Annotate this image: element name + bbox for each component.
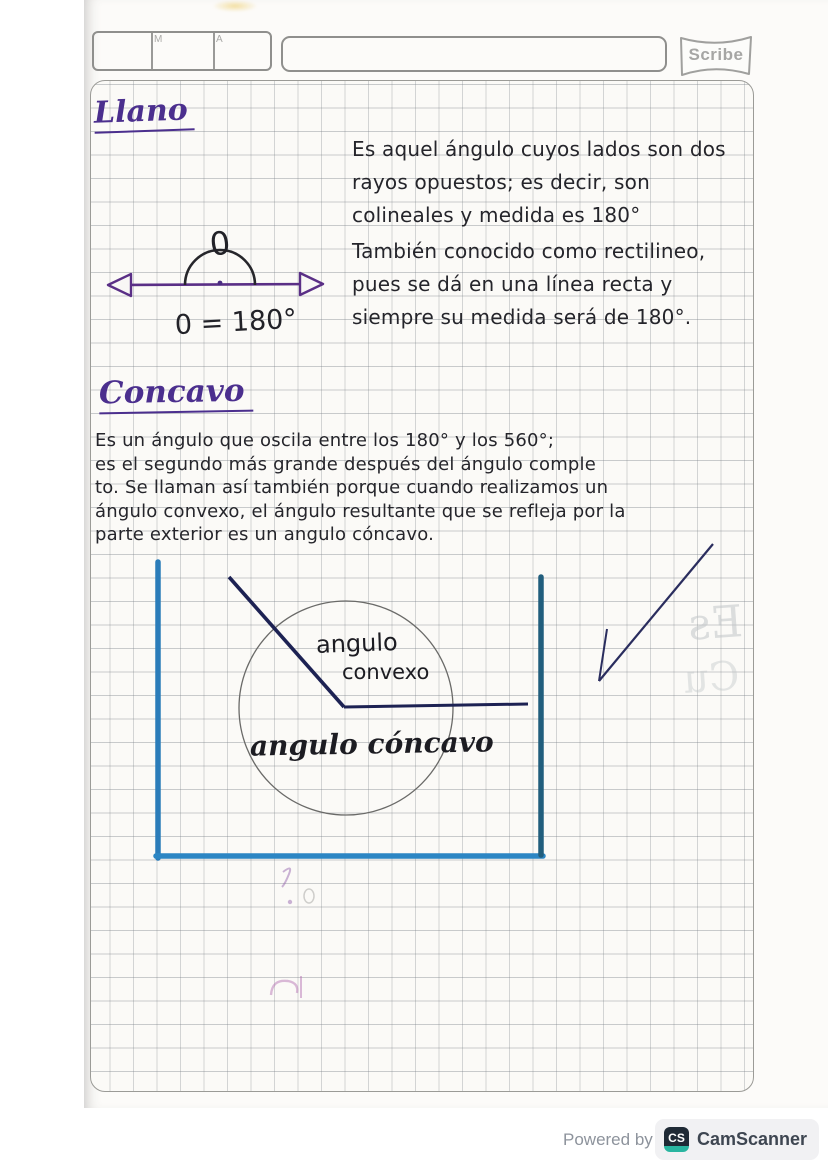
bleed-through-mark: Cu <box>681 653 741 703</box>
camscanner-brand-label: CamScanner <box>697 1129 808 1149</box>
faint-ink-marks <box>255 860 335 1010</box>
camscanner-badge <box>655 1119 819 1160</box>
heading-llano: Llano <box>93 92 194 133</box>
straight-angle-diagram <box>95 215 340 343</box>
concave-label: angulo cóncavo <box>249 725 494 763</box>
convex-label-line2: convexo <box>342 660 430 684</box>
angle-symbol-label: 0 <box>207 223 233 264</box>
convex-label-line1: angulo <box>315 627 399 659</box>
camscanner-logo-icon: CS <box>664 1127 689 1152</box>
paragraph-line: Es un ángulo que oscila entre los 180° y los 560°; <box>95 430 555 451</box>
notebook-header-date-box <box>92 31 272 71</box>
heading-concavo: Concavo <box>99 373 253 415</box>
paragraph-line: pues se dá en una línea recta y <box>352 272 673 296</box>
angle-measure-label: 0 = 180° <box>174 303 298 342</box>
paragraph-line: colineales y medida es 180° <box>352 203 641 227</box>
right-arrowhead-icon <box>300 273 323 295</box>
vertex-dot <box>218 281 223 286</box>
faint-arc-mark <box>271 981 297 995</box>
header-cell-letter: M <box>154 34 163 45</box>
scribe-logo-badge <box>676 31 756 81</box>
left-arrowhead-icon <box>108 274 131 296</box>
llano-paragraph-1 <box>352 133 762 232</box>
concave-angle-diagram <box>140 540 780 885</box>
faint-circle-mark <box>304 889 314 903</box>
paragraph-line: rayos opuestos; es decir, son <box>352 170 650 194</box>
faint-squiggle-mark <box>282 868 290 887</box>
header-box-divider <box>151 33 153 69</box>
paragraph-line: siempre su medida será de 180°. <box>352 305 692 329</box>
faint-dot-mark <box>288 900 292 904</box>
powered-by-label: Powered by <box>563 1130 653 1149</box>
header-box-divider <box>213 33 215 69</box>
bleed-through-mark: Es <box>686 596 745 651</box>
paragraph-line: to. Se llaman así también porque cuando realizamos un <box>95 477 609 498</box>
angle-ray-horizontal <box>344 704 528 707</box>
straight-line <box>109 284 323 285</box>
paragraph-line: parte exterior es un angulo cóncavo. <box>95 524 435 545</box>
concavo-paragraph <box>95 429 755 547</box>
paper-smudge <box>212 0 258 12</box>
paragraph-line: ángulo convexo, el ángulo resultante que se refleja por la <box>95 500 626 522</box>
paragraph-line: También conocido como rectilineo, <box>352 239 706 263</box>
llano-paragraph-2 <box>352 235 762 334</box>
notebook-header-title-box <box>281 36 667 72</box>
scribe-logo-text: Scribe <box>688 45 744 64</box>
header-cell-letter: A <box>216 34 223 45</box>
paragraph-line: Es aquel ángulo cuyos lados son dos <box>352 137 726 161</box>
paragraph-line: es el segundo más grande después del ángulo comple <box>95 453 597 475</box>
